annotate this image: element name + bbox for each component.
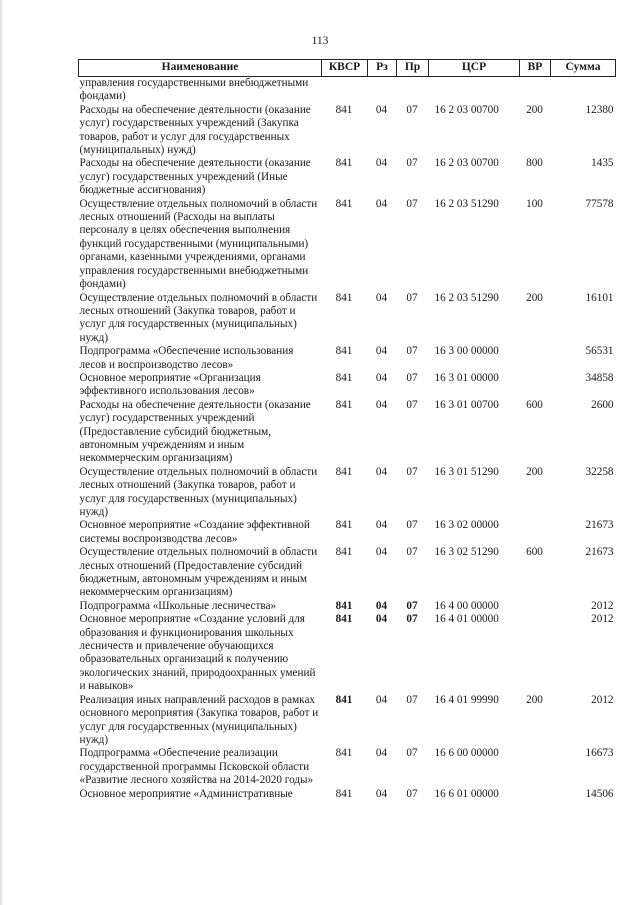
budget-table [78, 59, 616, 801]
cell-vr: 100 [526, 197, 543, 210]
cell-sum: 56531 [585, 345, 614, 358]
cell-pr: 07 [406, 157, 418, 170]
cell-kvsr: 841 [335, 613, 353, 626]
cell-name: управления государственными внебюджетными фондами) [79, 77, 309, 103]
cell-rz: 04 [375, 693, 388, 706]
cell-csr: 16 2 03 00700 [434, 157, 499, 170]
cell-pr: 07 [406, 747, 418, 760]
table-row [79, 694, 616, 748]
table-header [79, 60, 616, 77]
cell-csr: 16 3 02 00000 [434, 519, 499, 532]
cell-sum: 21673 [585, 546, 614, 559]
cell-name: Расходы на обеспечение деятельности (оказание услуг) государственных учреждений (Предоставление субсидий бюджетным, автономным учреждениям и иным некоммерческим организациям) [79, 398, 311, 465]
cell-kvsr: 841 [335, 747, 353, 760]
cell-vr [520, 345, 551, 372]
cell-vr [520, 747, 551, 787]
cell-vr [520, 788, 551, 801]
header-row [79, 60, 616, 77]
cell-csr: 16 6 00 00000 [434, 747, 499, 760]
table-row [79, 466, 616, 520]
cell-rz: 04 [375, 197, 388, 210]
cell-csr: 16 2 03 00700 [434, 103, 499, 116]
cell-kvsr: 841 [335, 693, 353, 706]
table-row [79, 292, 616, 346]
cell-csr: 16 3 01 51290 [434, 465, 499, 478]
table-row [79, 613, 616, 693]
cell-rz [368, 77, 397, 104]
cell-sum: 14506 [585, 787, 614, 800]
cell-sum: 16673 [585, 747, 614, 760]
header-name: Наименование [79, 60, 322, 77]
cell-rz: 04 [375, 157, 388, 170]
cell-name: Осуществление отдельных полномочий в области лесных отношений (Закупка товаров, работ и услуг для государственных (муниципальных) нужд) [79, 291, 318, 344]
cell-vr: 200 [526, 693, 543, 706]
cell-pr [397, 77, 429, 104]
cell-sum: 2012 [591, 693, 614, 706]
cell-csr: 16 3 00 00000 [434, 345, 499, 358]
cell-pr: 07 [406, 693, 418, 706]
header-kvsr: КВСР [322, 60, 368, 77]
header-csr: ЦСР [429, 60, 520, 77]
cell-csr: 16 6 01 00000 [434, 787, 499, 800]
cell-name: Реализация иных направлений расходов в рамках основного мероприятия (Закупка товаров, работ и услуг для государственных (муниципальных) нужд) [79, 693, 319, 746]
cell-rz: 04 [375, 345, 388, 358]
cell-sum: 16101 [585, 291, 614, 304]
cell-csr: 16 3 01 00700 [434, 398, 499, 411]
cell-kvsr: 841 [335, 465, 353, 478]
cell-rz: 04 [375, 398, 388, 411]
header-rz: Рз [368, 60, 397, 77]
cell-csr: 16 4 01 99990 [434, 693, 499, 706]
table-row [79, 399, 616, 466]
cell-rz: 04 [375, 546, 388, 559]
cell-rz: 04 [375, 613, 388, 626]
cell-pr: 07 [406, 599, 418, 612]
cell-vr: 600 [526, 398, 543, 411]
cell-name: Подпрограмма «Обеспечение использования лесов и воспроизводство лесов» [79, 345, 294, 371]
cell-csr: 16 4 01 00000 [434, 613, 499, 626]
cell-sum: 12380 [585, 103, 614, 116]
table-body [79, 77, 616, 801]
cell-kvsr: 841 [335, 197, 353, 210]
cell-name: Расходы на обеспечение деятельности (оказание услуг) государственных учреждений (Иные бюджетные ассигнования) [79, 157, 311, 197]
cell-pr: 07 [406, 398, 418, 411]
table-row [79, 546, 616, 600]
cell-name: Осуществление отдельных полномочий в области лесных отношений (Расходы на выплаты персоналу в целях обеспечения выполнения функций государственными (муниципальными) органами, казенными учреждениями, органами управления государственными внебюджетными фондами) [79, 197, 318, 291]
cell-rz: 04 [375, 519, 388, 532]
cell-vr [520, 613, 551, 693]
cell-pr: 07 [406, 103, 418, 116]
cell-sum: 2012 [591, 599, 614, 612]
cell-pr: 07 [406, 371, 418, 384]
cell-name: Осуществление отдельных полномочий в области лесных отношений (Закупка товаров, работ и услуг для государственных (муниципальных) нужд) [79, 465, 318, 518]
cell-pr: 07 [406, 465, 418, 478]
cell-csr: 16 2 03 51290 [434, 291, 499, 304]
table-row [79, 600, 616, 613]
cell-vr: 200 [526, 103, 543, 116]
cell-rz: 04 [375, 747, 388, 760]
cell-sum: 32258 [585, 465, 614, 478]
cell-sum [551, 77, 616, 104]
cell-kvsr: 841 [335, 599, 353, 612]
cell-rz: 04 [375, 599, 388, 612]
header-pr: Пр [397, 60, 429, 77]
cell-name: Расходы на обеспечение деятельности (оказание услуг) государственных учреждений (Закупка товаров, работ и услуг для государственных (муниципальных) нужд) [79, 103, 311, 157]
cell-pr: 07 [406, 613, 418, 626]
table-row [79, 519, 616, 546]
cell-pr: 07 [406, 787, 418, 800]
table-row [79, 198, 616, 292]
cell-kvsr: 841 [335, 291, 353, 304]
cell-csr: 16 4 00 00000 [434, 599, 499, 612]
cell-csr: 16 3 02 51290 [434, 546, 499, 559]
cell-csr: 16 3 01 00000 [434, 371, 499, 384]
cell-pr: 07 [406, 345, 418, 358]
cell-sum: 2012 [591, 613, 614, 626]
cell-csr [429, 77, 520, 104]
cell-vr: 600 [526, 546, 543, 559]
cell-rz: 04 [375, 465, 388, 478]
cell-kvsr: 841 [335, 546, 353, 559]
cell-sum: 34858 [585, 371, 614, 384]
cell-vr [520, 519, 551, 546]
cell-sum: 1435 [591, 157, 614, 170]
cell-kvsr: 841 [335, 345, 353, 358]
table-row [79, 157, 616, 197]
cell-rz: 04 [375, 291, 388, 304]
table-row [79, 104, 616, 158]
cell-vr [520, 372, 551, 399]
cell-kvsr: 841 [335, 519, 353, 532]
table-row [79, 345, 616, 372]
scan-edge-shadow [0, 0, 3, 905]
cell-sum: 2600 [591, 398, 614, 411]
header-vr: ВР [520, 60, 551, 77]
cell-rz: 04 [375, 103, 388, 116]
cell-vr: 200 [526, 291, 543, 304]
cell-vr [520, 600, 551, 613]
cell-name: Основное мероприятие «Создание условий для образования и функционирования школьных лесничеств и привлечение обучающихся образовательных организаций к получению экологических знаний, природоохранных умений и навыков» [79, 613, 316, 693]
cell-kvsr: 841 [335, 371, 353, 384]
cell-rz: 04 [375, 787, 388, 800]
cell-name: Подпрограмма «Обеспечение реализации государственной программы Псковской области «Развитие лесного хозяйства на 2014-2020 годы» [79, 747, 314, 787]
table-row [79, 372, 616, 399]
cell-kvsr: 841 [335, 157, 353, 170]
cell-kvsr: 841 [335, 103, 353, 116]
cell-name: Основное мероприятие «Административные [79, 787, 293, 800]
cell-pr: 07 [406, 291, 418, 304]
cell-pr: 07 [406, 519, 418, 532]
table-row [79, 77, 616, 104]
cell-name: Основное мероприятие «Создание эффективной системы воспроизводства лесов» [79, 519, 310, 545]
cell-kvsr: 841 [335, 398, 353, 411]
cell-pr: 07 [406, 197, 418, 210]
cell-name: Подпрограмма «Школьные лесничества» [79, 599, 277, 612]
cell-vr: 200 [526, 465, 543, 478]
table-row [79, 788, 616, 801]
cell-name: Основное мероприятие «Организация эффективного использования лесов» [79, 371, 261, 398]
table-row [79, 747, 616, 787]
cell-vr: 800 [526, 157, 543, 170]
cell-vr [520, 77, 551, 104]
header-sum: Сумма [551, 60, 616, 77]
cell-kvsr: 841 [335, 787, 353, 800]
cell-sum: 21673 [585, 519, 614, 532]
cell-pr: 07 [406, 546, 418, 559]
cell-name: Осуществление отдельных полномочий в области лесных отношений (Предоставление субсидий бюджетным, автономным учреждениям и иным некоммерческим организациям) [79, 546, 318, 599]
cell-rz: 04 [375, 371, 388, 384]
cell-kvsr [322, 77, 368, 104]
cell-sum: 77578 [585, 197, 614, 210]
cell-csr: 16 2 03 51290 [434, 197, 499, 210]
page-number: 113 [311, 35, 329, 47]
